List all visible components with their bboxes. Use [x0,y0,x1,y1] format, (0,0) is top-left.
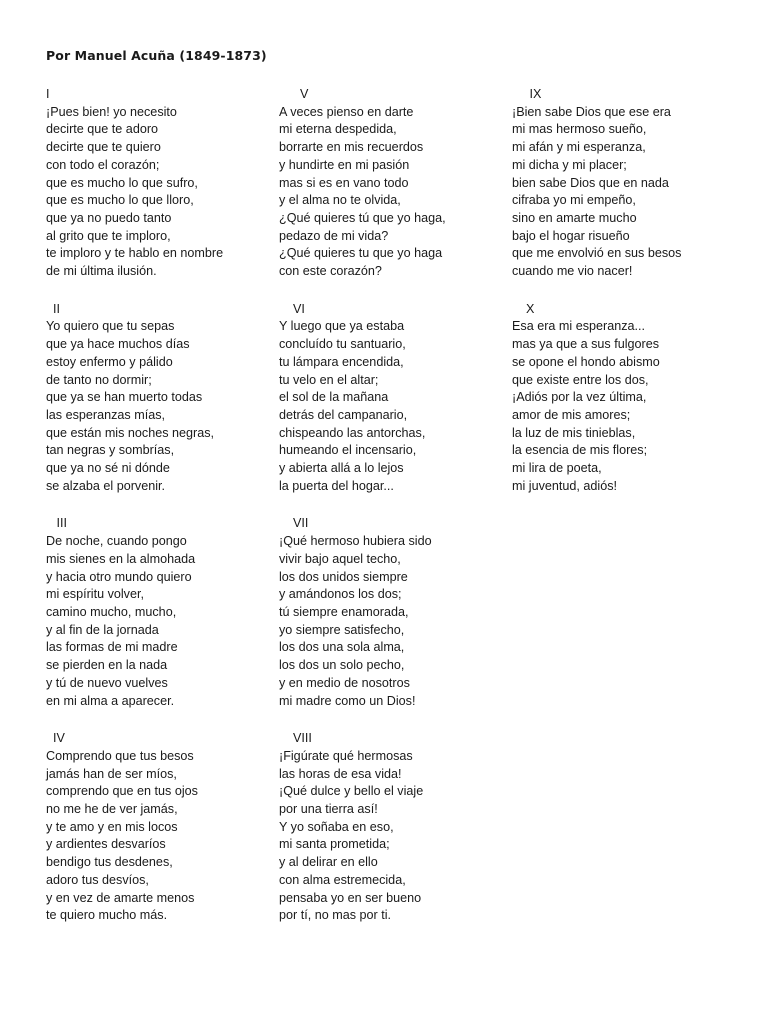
poem-line: los dos una sola alma, [279,640,405,655]
poem-line: que ya se han muerto todas [46,390,203,405]
poem-line: Esa era mi esperanza... [512,319,645,334]
poem-line: que ya no puedo tanto [46,210,172,225]
stanza-numeral-text: VIII [293,731,312,746]
poem-line: estoy enfermo y pálido [46,354,173,369]
poem-line: y tú de nuevo vuelves [46,675,168,690]
poem-line: que me envolvió en sus besos [512,246,682,261]
poem-line: que es mucho lo que lloro, [46,193,194,208]
poem-line: te quiero mucho más. [46,908,168,923]
poem-line: bendigo tus desdenes, [46,855,173,870]
poem-column-2 [279,86,519,945]
poem-line: yo siempre satisfecho, [279,622,405,637]
stanza [512,86,752,281]
poem-line: cifraba yo mi empeño, [512,193,636,208]
poem-line: ¡Pues bien! yo necesito [46,104,177,119]
poem-line: pensaba yo en ser bueno [279,890,422,905]
poem-line: y al delirar en ello [279,855,378,870]
stanza [46,86,286,281]
poem-line: ¡Figúrate qué hermosas [279,748,413,763]
stanza-numeral-text: I [46,87,50,101]
poem-line: en mi alma a aparecer. [46,693,175,708]
poem-line: se pierden en la nada [46,658,168,673]
poem-line: por una tierra así! [279,802,378,817]
poem-line: adoro tus desvíos, [46,872,149,887]
poem-line: de mi última ilusión. [46,264,157,279]
poem-line: con este corazón? [279,264,382,279]
poem-line: con alma estremecida, [279,872,406,887]
stanza-numeral [279,301,519,319]
poem-line: que existe entre los dos, [512,372,649,387]
poem-line: mi eterna despedida, [279,122,397,137]
poem-line: decirte que te adoro [46,122,159,137]
stanza-numeral-text: VI [293,301,305,316]
poem-line: la esencia de mis flores; [512,443,648,458]
poem-line: con todo el corazón; [46,157,160,172]
poem-line: mi santa prometida; [279,837,390,852]
poem-line: que es mucho lo que sufro, [46,175,198,190]
poem-line: humeando el incensario, [279,443,417,458]
poem-line: Y luego que ya estaba [279,319,405,334]
poem-line: al grito que te imploro, [46,228,171,243]
poem-line: mi lira de poeta, [512,461,602,476]
stanza-numeral [46,515,286,533]
poem-line: las formas de mi madre [46,640,178,655]
poem-line: y hundirte en mi pasión [279,157,410,172]
poem-line: se alzaba el porvenir. [46,478,166,493]
poem-line: Y yo soñaba en eso, [279,819,394,834]
poem-line: que ya hace muchos días [46,337,190,352]
poem-line: ¡Adiós por la vez última, [512,390,647,405]
poem-line: jamás han de ser míos, [46,766,177,781]
poem-line: camino mucho, mucho, [46,604,177,619]
poem-line: mi juventud, adiós! [512,478,618,493]
stanza-numeral-text: II [53,301,60,316]
stanza [279,730,519,925]
poem-line: que están mis noches negras, [46,425,215,440]
stanza [46,730,286,925]
poem-line: pedazo de mi vida? [279,228,389,243]
poem-line: mas si es en vano todo [279,175,409,190]
poem-line: y te amo y en mis locos [46,819,178,834]
stanza [46,515,286,710]
stanza-numeral-text: V [300,87,309,101]
poem-line: ¡Qué hermoso hubiera sido [279,534,432,549]
stanza-numeral-text: VII [293,516,309,531]
poem-line: cuando me vio nacer! [512,264,633,279]
poem-line: se opone el hondo abismo [512,354,660,369]
poem-line: y al fin de la jornada [46,622,159,637]
poem-line: y en medio de nosotros [279,675,410,690]
document-title: Por Manuel Acuña (1849-1873) [46,48,267,63]
poem-line: bien sabe Dios que en nada [512,175,669,190]
stanza [279,515,519,710]
poem-line: Yo quiero que tu sepas [46,319,175,334]
stanza-numeral-text: III [56,516,67,531]
poem-line: y en vez de amarte menos [46,890,195,905]
poem-line: De noche, cuando pongo [46,534,187,549]
poem-line: mas ya que a sus fulgores [512,337,660,352]
stanza [46,301,286,496]
poem-column-1 [46,86,286,945]
poem-column-3 [512,86,752,515]
poem-line: concluído tu santuario, [279,337,406,352]
poem-line: tan negras y sombrías, [46,443,175,458]
poem-line: te imploro y te hablo en nombre [46,246,224,261]
poem-line: mi madre como un Dios! [279,693,416,708]
stanza-numeral [512,86,752,104]
stanza-numeral-text: IX [529,87,542,101]
poem-line: borrarte en mis recuerdos [279,140,424,155]
poem-line: A veces pienso en darte [279,104,414,119]
poem-line: mi espíritu volver, [46,587,144,602]
stanza-numeral [512,301,752,319]
poem-line: amor de mis amores; [512,407,631,422]
poem-line: los dos unidos siempre [279,569,408,584]
poem-line: vivir bajo aquel techo, [279,551,401,566]
poem-line: no me he de ver jamás, [46,802,178,817]
poem-line: los dos un solo pecho, [279,658,405,673]
poem-line: mi afán y mi esperanza, [512,140,646,155]
poem-line: y amándonos los dos; [279,587,402,602]
poem-line: que ya no sé ni dónde [46,461,170,476]
stanza [279,301,519,496]
poem-line: de tanto no dormir; [46,372,152,387]
poem-line: el sol de la mañana [279,390,389,405]
stanza-numeral-text: X [526,301,535,316]
poem-line: ¿Qué quieres tu que yo haga [279,246,443,261]
poem-line: y abierta allá a lo lejos [279,461,404,476]
stanza-numeral-text: IV [53,731,65,746]
poem-line: mi mas hermoso sueño, [512,122,647,137]
poem-line: las horas de esa vida! [279,766,402,781]
poem-line: mis sienes en la almohada [46,551,196,566]
poem-line: las esperanzas mías, [46,407,165,422]
poem-line: Comprendo que tus besos [46,748,194,763]
poem-line: tú siempre enamorada, [279,604,409,619]
poem-line: la puerta del hogar... [279,478,394,493]
poem-line: la luz de mis tinieblas, [512,425,636,440]
poem-line: ¡Qué dulce y bello el viaje [279,784,424,799]
poem-line: bajo el hogar risueño [512,228,630,243]
stanza-numeral [46,301,286,319]
poem-line: ¿Qué quieres tú que yo haga, [279,210,446,225]
poem-line: por tí, no mas por ti. [279,908,391,923]
poem-line: tu lámpara encendida, [279,354,404,369]
poem-line: y el alma no te olvida, [279,193,401,208]
stanza-numeral [46,86,286,104]
poem-line: chispeando las antorchas, [279,425,426,440]
poem-line: ¡Bien sabe Dios que ese era [512,104,671,119]
stanza-numeral [279,515,519,533]
poem-line: comprendo que en tus ojos [46,784,198,799]
stanza [512,301,752,496]
poem-line: tu velo en el altar; [279,372,379,387]
poem-line: mi dicha y mi placer; [512,157,627,172]
stanza-numeral [279,730,519,748]
poem-line: detrás del campanario, [279,407,408,422]
poem-line: y ardientes desvaríos [46,837,166,852]
poem-line: sino en amarte mucho [512,210,637,225]
poem-line: decirte que te quiero [46,140,161,155]
poem-line: y hacia otro mundo quiero [46,569,192,584]
stanza-numeral [46,730,286,748]
stanza-numeral [279,86,519,104]
stanza [279,86,519,281]
